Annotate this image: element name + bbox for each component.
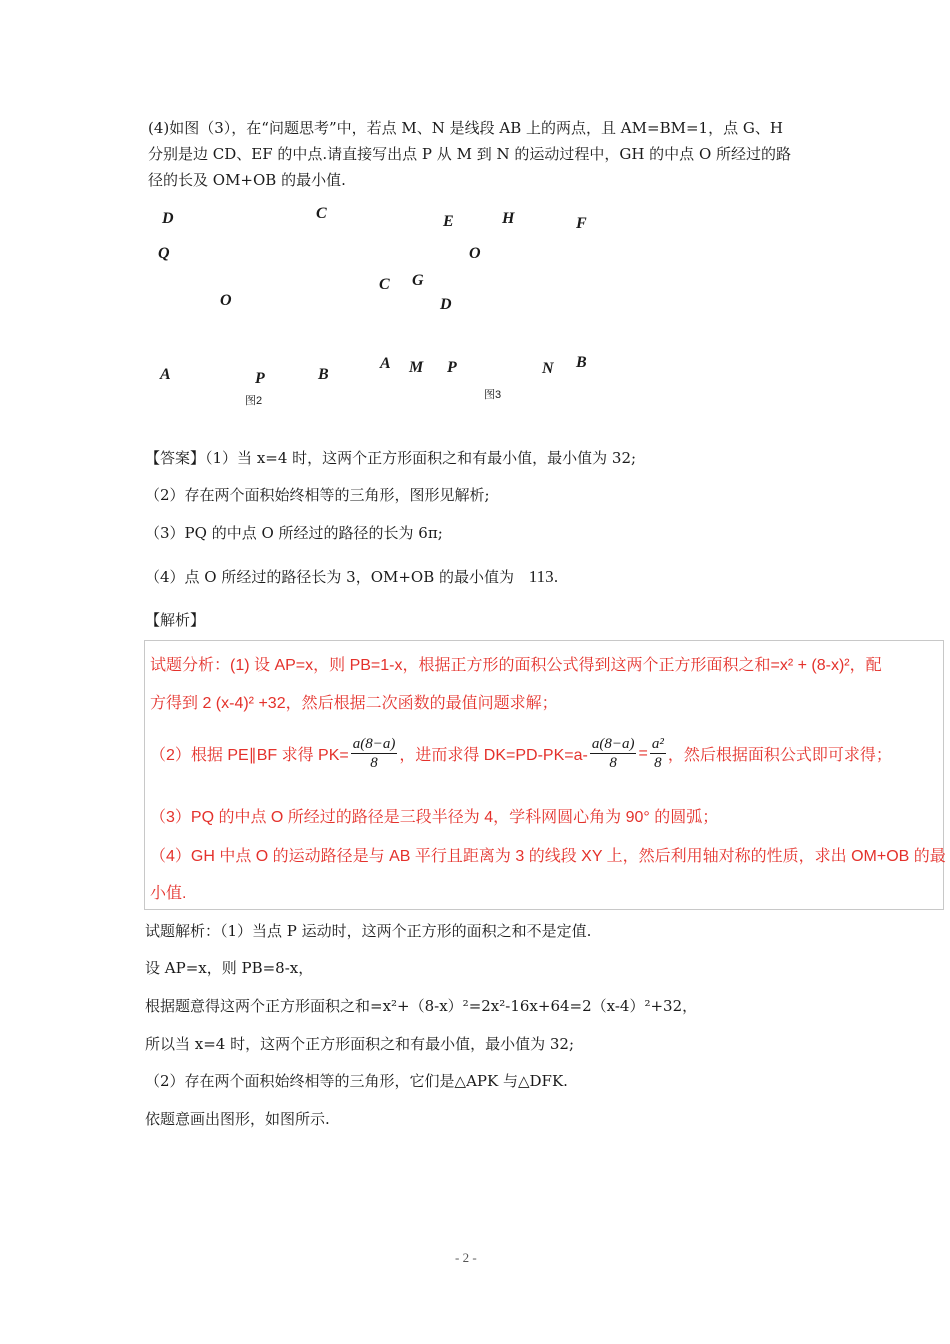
fig2-label-o: O bbox=[220, 292, 232, 309]
fig2-label-a: A bbox=[160, 366, 171, 383]
analysis-box-row-5: （4）GH 中点 O 的运动路径是与 AB 平行且距离为 3 的线段 XY 上，然后利用轴对称的性质，求出 OM+OB 的最 bbox=[150, 848, 946, 865]
fraction-dk-2-numerator: a² bbox=[651, 736, 664, 752]
fig3-label-e: E bbox=[443, 213, 454, 230]
question-line-1: (4)如图（3），在“问题思考”中，若点 M、N 是线段 AB 上的两点，且 AM=BM=1，点 G、H bbox=[148, 119, 783, 137]
solution-line-6: 依题意画出图形，如图所示. bbox=[145, 1110, 330, 1128]
answer-1: （1）当 x=4 时，这两个正方形面积之和有最小值，最小值为 32; bbox=[205, 449, 637, 467]
fraction-pk bbox=[351, 735, 398, 772]
analysis-box-row-1: 试题分析：(1) 设 AP=x，则 PB=1-x，根据正方形的面积公式得到这两个正方形面积之和=x² + (8-x)²，配 bbox=[150, 657, 882, 674]
fig3-label-a: A bbox=[380, 355, 391, 372]
answer-4-end: . bbox=[553, 568, 559, 586]
fig3-label-d: D bbox=[440, 296, 452, 313]
fig3-caption: 图3 bbox=[484, 389, 502, 401]
fig3-label-b: B bbox=[576, 354, 587, 371]
answer-label: 【答案】 bbox=[145, 449, 206, 467]
row3-part-c: ，然后根据面积公式即可求得； bbox=[667, 747, 892, 764]
fig2-label-c: C bbox=[316, 205, 327, 222]
answer-line-1 bbox=[145, 445, 636, 471]
fig3-label-p: P bbox=[447, 359, 457, 376]
fraction-dk-2 bbox=[650, 735, 666, 772]
answer-4-text: （4）点 O 所经过的路径长为 3，OM+OB 的最小值为 bbox=[145, 568, 515, 586]
fig2-label-q: Q bbox=[158, 245, 170, 262]
analysis-box-row-6: 小值. bbox=[150, 885, 187, 902]
fraction-dk-1-numerator: a(8−a) bbox=[591, 736, 635, 752]
fraction-dk-2-denominator: 8 bbox=[654, 755, 662, 771]
question-line-2: 分别是边 CD、EF 的中点.请直接写出点 P 从 M 到 N 的运动过程中，GH 的中点 O 所经过的路 bbox=[148, 145, 792, 163]
analysis-box-row-3 bbox=[150, 735, 892, 772]
solution-line-4: 所以当 x=4 时，这两个正方形面积之和有最小值，最小值为 32; bbox=[145, 1035, 575, 1053]
answer-4-value: 113 bbox=[528, 567, 554, 586]
fig2-label-b: B bbox=[318, 366, 329, 383]
fig3-label-n: N bbox=[542, 360, 554, 377]
analysis-box-row-2: 方得到 2 (x-4)² +32，然后根据二次函数的最值问题求解； bbox=[150, 695, 558, 712]
answer-2: （2）存在两个面积始终相等的三角形，图形见解析; bbox=[145, 486, 490, 504]
fig3-label-o: O bbox=[469, 245, 481, 262]
analysis-label: 【解析】 bbox=[145, 611, 206, 629]
row3-part-b: ，进而求得 DK=PD-PK=a- bbox=[399, 747, 588, 764]
fraction-dk-1 bbox=[590, 735, 637, 772]
question-line-3: 径的长及 OM+OB 的最小值. bbox=[148, 171, 346, 189]
fig2-label-d: D bbox=[162, 210, 174, 227]
solution-line-1: 试题解析：（1）当点 P 运动时，这两个正方形的面积之和不是定值. bbox=[145, 922, 592, 940]
fig3-label-m: M bbox=[409, 359, 424, 376]
row3-part-a: （2）根据 PE∥BF 求得 PK= bbox=[150, 747, 349, 764]
fig2-caption: 图2 bbox=[245, 395, 263, 407]
solution-line-3: 根据题意得这两个正方形面积之和=x²+（8-x）²=2x²-16x+64=2（x-4）²+32， bbox=[145, 997, 698, 1015]
fig3-label-c: C bbox=[379, 276, 390, 293]
solution-line-5: （2）存在两个面积始终相等的三角形，它们是△APK 与△DFK. bbox=[145, 1072, 568, 1090]
equals-sign: = bbox=[638, 744, 648, 762]
analysis-box-row-4: （3）PQ 的中点 O 所经过的路径是三段半径为 4，学科网圆心角为 90° 的圆弧； bbox=[150, 809, 719, 826]
fig3-label-g: G bbox=[412, 272, 424, 289]
fraction-pk-denominator: 8 bbox=[370, 755, 378, 771]
fig3-label-f: F bbox=[576, 215, 587, 232]
answer-line-4 bbox=[145, 564, 558, 590]
answer-3: （3）PQ 的中点 O 所经过的路径的长为 6π; bbox=[145, 524, 443, 542]
fig2-label-p: P bbox=[255, 370, 265, 387]
fraction-dk-1-denominator: 8 bbox=[609, 755, 617, 771]
page-number: - 2 - bbox=[455, 1250, 477, 1265]
fig3-label-h: H bbox=[502, 210, 515, 227]
fraction-pk-numerator: a(8−a) bbox=[352, 736, 396, 752]
solution-line-2: 设 AP=x，则 PB=8-x， bbox=[145, 959, 314, 977]
analysis-box bbox=[144, 640, 944, 910]
